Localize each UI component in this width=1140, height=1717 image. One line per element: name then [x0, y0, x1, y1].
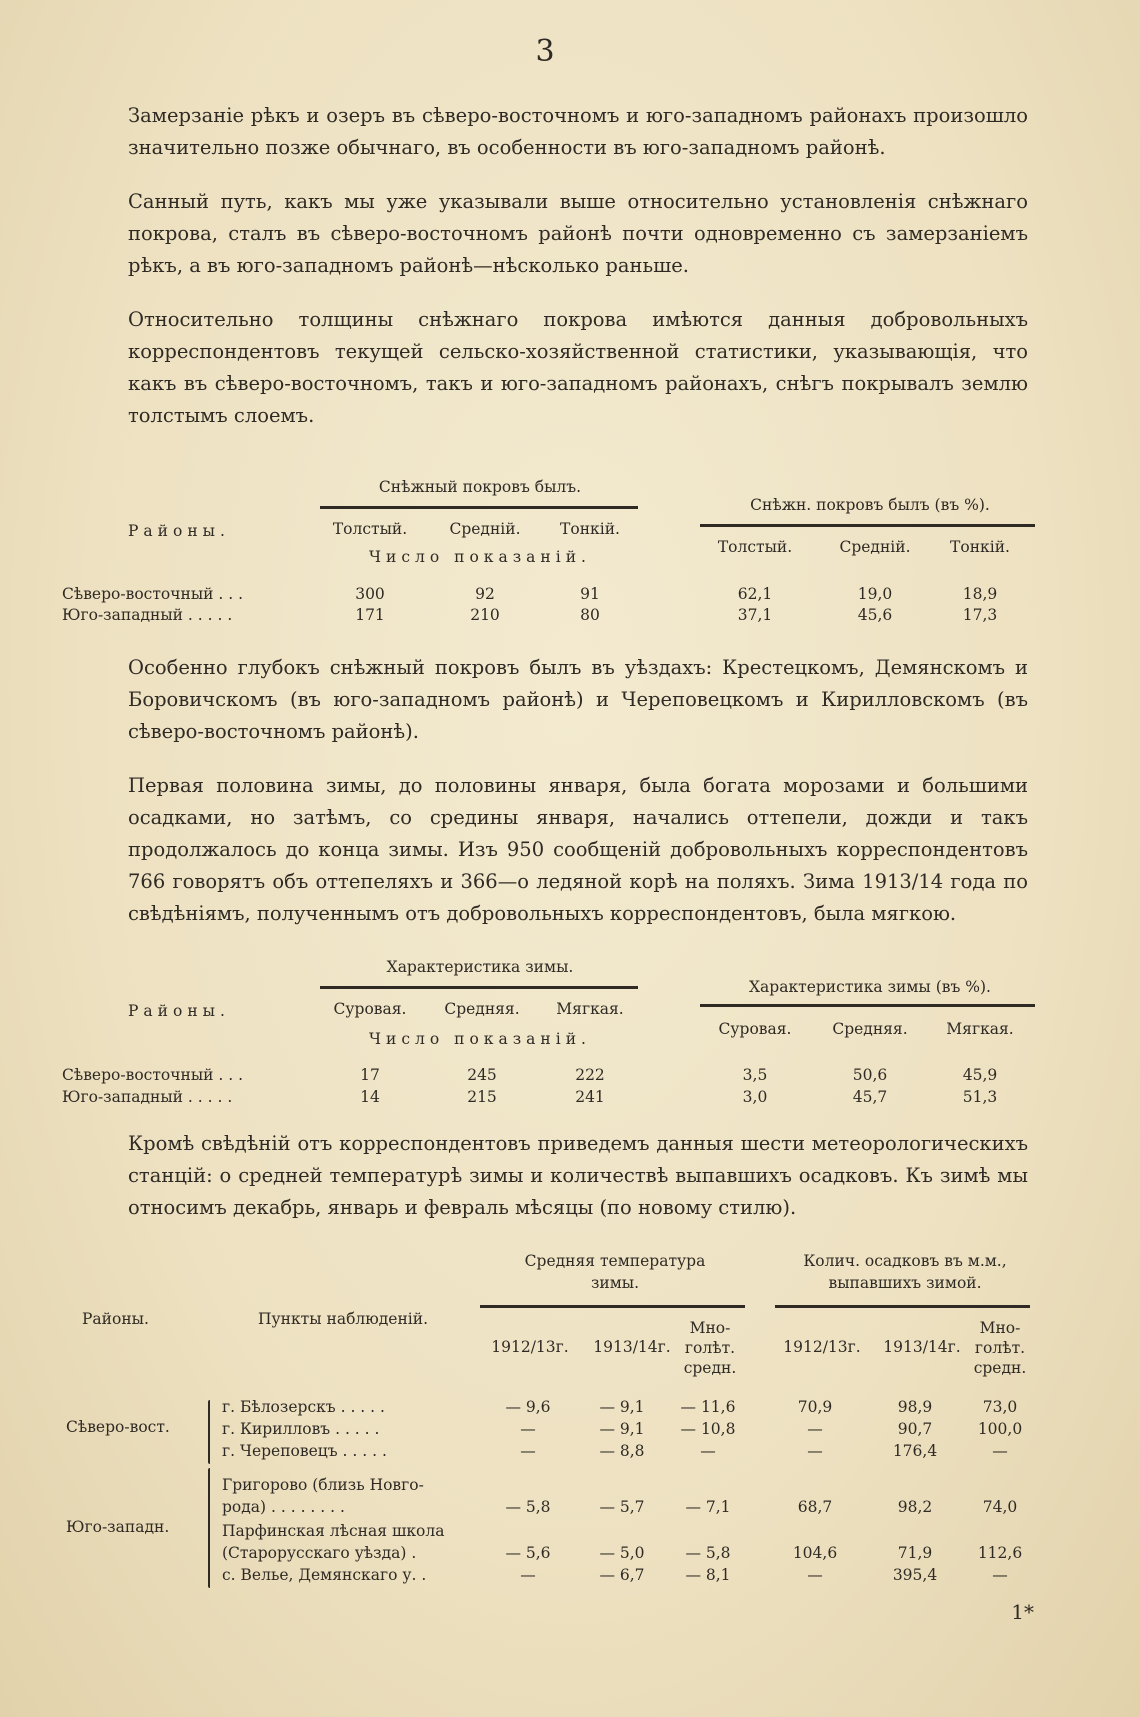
t3-row-1-o2: 100,0 — [977, 1420, 1023, 1438]
t2-pct-col-2: Мягкая. — [946, 1020, 1014, 1038]
t3-osad-head-1: Колич. осадковъ въ м.м., — [803, 1252, 1007, 1270]
t2-row-1-p2: 51,3 — [962, 1088, 998, 1106]
t2-col-1: Средняя. — [444, 1000, 520, 1018]
t3-row-5-o2: — — [992, 1566, 1008, 1584]
t3-row-2-t0: — — [520, 1442, 536, 1460]
t3-brace-ne — [208, 1400, 210, 1464]
t1-rule-right — [700, 524, 1035, 527]
t3-row-4-t2: — 5,8 — [685, 1544, 731, 1562]
t1-rayony: Районы. — [128, 522, 230, 540]
t3-h-t-c3-3: средн. — [683, 1359, 737, 1377]
t3-h-o-c3-1: Мно- — [979, 1319, 1021, 1337]
t3-brace-sw — [208, 1468, 210, 1588]
t1-row-0-c2: 91 — [580, 585, 600, 603]
t2-pct-col-0: Суровая. — [718, 1020, 792, 1038]
t2-row-0-p0: 3,5 — [742, 1066, 768, 1084]
t1-row-0-p1: 19,0 — [857, 585, 893, 603]
t3-h-o-c1: 1912/13г. — [783, 1338, 861, 1356]
t2-row-0-c1: 245 — [467, 1066, 497, 1084]
t1-row-1-p1: 45,6 — [857, 606, 893, 624]
text-block-2 — [128, 652, 1028, 952]
t3-row-5-t0: — — [520, 1566, 536, 1584]
t2-group-right: Характеристика зимы (въ %). — [749, 978, 991, 996]
t2-rule-right — [700, 1004, 1035, 1007]
t3-row-0-o0: 70,9 — [797, 1398, 833, 1416]
t3-row-4-o2: 112,6 — [977, 1544, 1023, 1562]
paragraph-6: Кромѣ свѣдѣній отъ корреспондентовъ приведемъ данныя шести метеорологическихъ станцій: о средней температурѣ зимы и количествѣ выпавшихъ осадковъ. Къ зимѣ мы относимъ декабрь, январь и февраль мѣсяцы (по новому стилю). — [128, 1132, 1028, 1219]
t2-row-1-p0: 3,0 — [742, 1088, 768, 1106]
t3-row-1-label: г. Кирилловъ . . . . . — [222, 1420, 380, 1438]
t3-row-4-label-1: Парфинская лѣсная школа — [222, 1522, 445, 1540]
t2-rule-left — [320, 986, 638, 989]
t3-h-punkty: Пункты наблюденій. — [258, 1310, 429, 1328]
t3-row-2-o0: — — [807, 1442, 823, 1460]
t2-row-0-p2: 45,9 — [962, 1066, 998, 1084]
t2-row-1-c1: 215 — [467, 1088, 497, 1106]
t2-pct-col-1: Средняя. — [832, 1020, 908, 1038]
t3-h-t-c3-1: Мно- — [689, 1319, 731, 1337]
t1-col-1: Средній. — [449, 520, 521, 538]
t3-region-sw: Юго-западн. — [66, 1518, 170, 1536]
t1-group-right: Снѣжн. покровъ былъ (въ %). — [750, 496, 990, 514]
t2-row-0-name: Сѣверо-восточный . . . — [62, 1066, 244, 1084]
t3-osad-head-2: выпавшихъ зимой. — [828, 1274, 982, 1292]
t3-row-0-t2: — 11,6 — [680, 1398, 736, 1416]
t3-temp-head-2: зимы. — [590, 1274, 640, 1292]
t1-group-left: Снѣжный покровъ былъ. — [378, 478, 582, 496]
footer-signature-mark: 1* — [1011, 1600, 1034, 1624]
t1-rule-left — [320, 506, 638, 509]
t2-row-0-c0: 17 — [360, 1066, 380, 1084]
t3-row-0-t0: — 9,6 — [505, 1398, 551, 1416]
t1-row-0-p2: 18,9 — [962, 585, 998, 603]
t1-row-1-p2: 17,3 — [962, 606, 998, 624]
t3-region-ne: Сѣверо-вост. — [66, 1418, 170, 1436]
t3-row-0-o1: 98,9 — [897, 1398, 933, 1416]
t3-h-rayony: Районы. — [82, 1310, 149, 1328]
t1-row-1-c0: 171 — [355, 606, 385, 624]
t3-row-1-t1: — 9,1 — [599, 1420, 645, 1438]
t3-row-3-label-2: рода) . . . . . . . . — [222, 1498, 345, 1516]
t1-row-1-c2: 80 — [580, 606, 600, 624]
t3-row-4-t0: — 5,6 — [505, 1544, 551, 1562]
t1-col-0: Толстый. — [332, 520, 408, 538]
t3-row-2-o1: 176,4 — [892, 1442, 938, 1460]
t3-row-1-t0: — — [520, 1420, 536, 1438]
t3-row-1-o1: 90,7 — [897, 1420, 933, 1438]
t3-temp-head-1: Средняя температура — [524, 1252, 706, 1270]
t3-rule-osad — [775, 1305, 1030, 1308]
t1-row-1-c1: 210 — [470, 606, 500, 624]
t1-row-0-p0: 62,1 — [737, 585, 773, 603]
t3-row-4-o1: 71,9 — [897, 1544, 933, 1562]
t2-row-1-c0: 14 — [360, 1088, 380, 1106]
t2-row-1-c2: 241 — [575, 1088, 605, 1106]
t3-rule-temp — [480, 1305, 745, 1308]
t3-h-t-c3-2: голѣт. — [684, 1339, 736, 1357]
t1-row-0-c1: 92 — [475, 585, 495, 603]
t3-row-3-o0: 68,7 — [797, 1498, 833, 1516]
t3-row-5-t1: — 6,7 — [599, 1566, 645, 1584]
t3-row-2-o2: — — [992, 1442, 1008, 1460]
t3-row-5-o0: — — [807, 1566, 823, 1584]
t2-row-1-name: Юго-западный . . . . . — [62, 1088, 233, 1106]
t3-h-t-c1: 1912/13г. — [491, 1338, 569, 1356]
t3-row-3-o1: 98,2 — [897, 1498, 933, 1516]
t3-row-0-label: г. Бѣлозерскъ . . . . . — [222, 1398, 385, 1416]
t1-col-2: Тонкій. — [560, 520, 620, 538]
t1-row-0-name: Сѣверо-восточный . . . — [62, 585, 244, 603]
t3-h-t-c2: 1913/14г. — [593, 1338, 671, 1356]
t3-h-o-c3 — [970, 1318, 1030, 1378]
paragraph-5: Первая половина зимы, до половины января, была богата морозами и большими осадками, но затѣмъ, со средины января, начались оттепели, дожди и такъ продолжалось до конца зимы. Изъ 950 сообщеній добровольныхъ корреспондентовъ 766 говорятъ объ оттепеляхъ и 366—о ледяной корѣ на поляхъ. Зима 1913/14 года по свѣдѣніямъ, полученнымъ отъ добровольныхъ корреспондентовъ, была мягкою. — [128, 774, 1028, 925]
t1-subhead: Число показаній. — [369, 548, 591, 566]
t1-pct-col-1: Средній. — [839, 538, 911, 556]
t1-row-1-p0: 37,1 — [737, 606, 773, 624]
t3-row-2-t1: — 8,8 — [599, 1442, 645, 1460]
text-block-1 — [128, 100, 1028, 454]
t3-row-0-o2: 73,0 — [982, 1398, 1018, 1416]
t1-row-1-name: Юго-западный . . . . . — [62, 606, 233, 624]
t3-row-3-t1: — 5,7 — [599, 1498, 645, 1516]
page-number: 3 — [535, 34, 555, 69]
t2-col-2: Мягкая. — [556, 1000, 624, 1018]
t3-h-t-c3 — [680, 1318, 740, 1378]
t3-row-5-label: с. Велье, Демянскаго у. . — [222, 1566, 427, 1584]
paragraph-2: Санный путь, какъ мы уже указывали выше относительно установленія снѣжнаго покрова, сталъ въ сѣверо-восточномъ районѣ почти одновременно съ замерзаніемъ рѣкъ, а въ юго-западномъ районѣ—нѣсколько раньше. — [128, 190, 1028, 277]
t3-row-4-t1: — 5,0 — [599, 1544, 645, 1562]
t3-row-4-label-2: (Старорусскаго уѣзда) . — [222, 1544, 417, 1562]
t3-row-4-o0: 104,6 — [792, 1544, 838, 1562]
t2-row-0-c2: 222 — [575, 1066, 605, 1084]
t3-row-1-o0: — — [807, 1420, 823, 1438]
t1-row-0-c0: 300 — [355, 585, 385, 603]
t3-h-o-c3-3: средн. — [973, 1359, 1027, 1377]
paragraph-1: Замерзаніе рѣкъ и озеръ въ сѣверо-восточномъ и юго-западномъ районахъ произошло значительно позже обычнаго, въ особенности въ юго-западномъ районѣ. — [128, 104, 1028, 159]
t3-row-5-t2: — 8,1 — [685, 1566, 731, 1584]
t3-row-3-o2: 74,0 — [982, 1498, 1018, 1516]
t3-h-o-c2: 1913/14г. — [883, 1338, 961, 1356]
t2-col-0: Суровая. — [333, 1000, 407, 1018]
t3-row-2-label: г. Череповецъ . . . . . — [222, 1442, 387, 1460]
paragraph-4: Особенно глубокъ снѣжный покровъ былъ въ уѣздахъ: Крестецкомъ, Демянскомъ и Боровичскомъ (въ юго-западномъ районѣ) и Череповецкомъ и Кирилловскомъ (въ сѣверо-восточномъ районѣ). — [128, 656, 1028, 743]
t3-row-3-t2: — 7,1 — [685, 1498, 731, 1516]
t3-h-o-c3-2: голѣт. — [974, 1339, 1026, 1357]
t2-row-1-p1: 45,7 — [852, 1088, 888, 1106]
t3-row-0-t1: — 9,1 — [599, 1398, 645, 1416]
t2-group-left: Характеристика зимы. — [386, 958, 574, 976]
t3-row-3-t0: — 5,8 — [505, 1498, 551, 1516]
t2-row-0-p1: 50,6 — [852, 1066, 888, 1084]
t1-pct-col-0: Толстый. — [717, 538, 793, 556]
t3-row-3-label-1: Григорово (близь Новго- — [222, 1476, 424, 1494]
paragraph-3: Относительно толщины снѣжнаго покрова имѣются данныя добровольныхъ корреспондентовъ текущей сельско-хозяйственной статистики, указывающія, что какъ въ сѣверо-восточномъ, такъ и юго-западномъ районахъ, снѣгъ покрывалъ землю толстымъ слоемъ. — [128, 308, 1028, 427]
t1-pct-col-2: Тонкій. — [950, 538, 1010, 556]
text-block-3 — [128, 1128, 1028, 1246]
t3-row-5-o1: 395,4 — [892, 1566, 938, 1584]
t3-row-2-t2: — — [700, 1442, 716, 1460]
t3-row-1-t2: — 10,8 — [680, 1420, 736, 1438]
t2-subhead: Число показаній. — [369, 1030, 591, 1048]
t2-rayony: Районы. — [128, 1002, 230, 1020]
